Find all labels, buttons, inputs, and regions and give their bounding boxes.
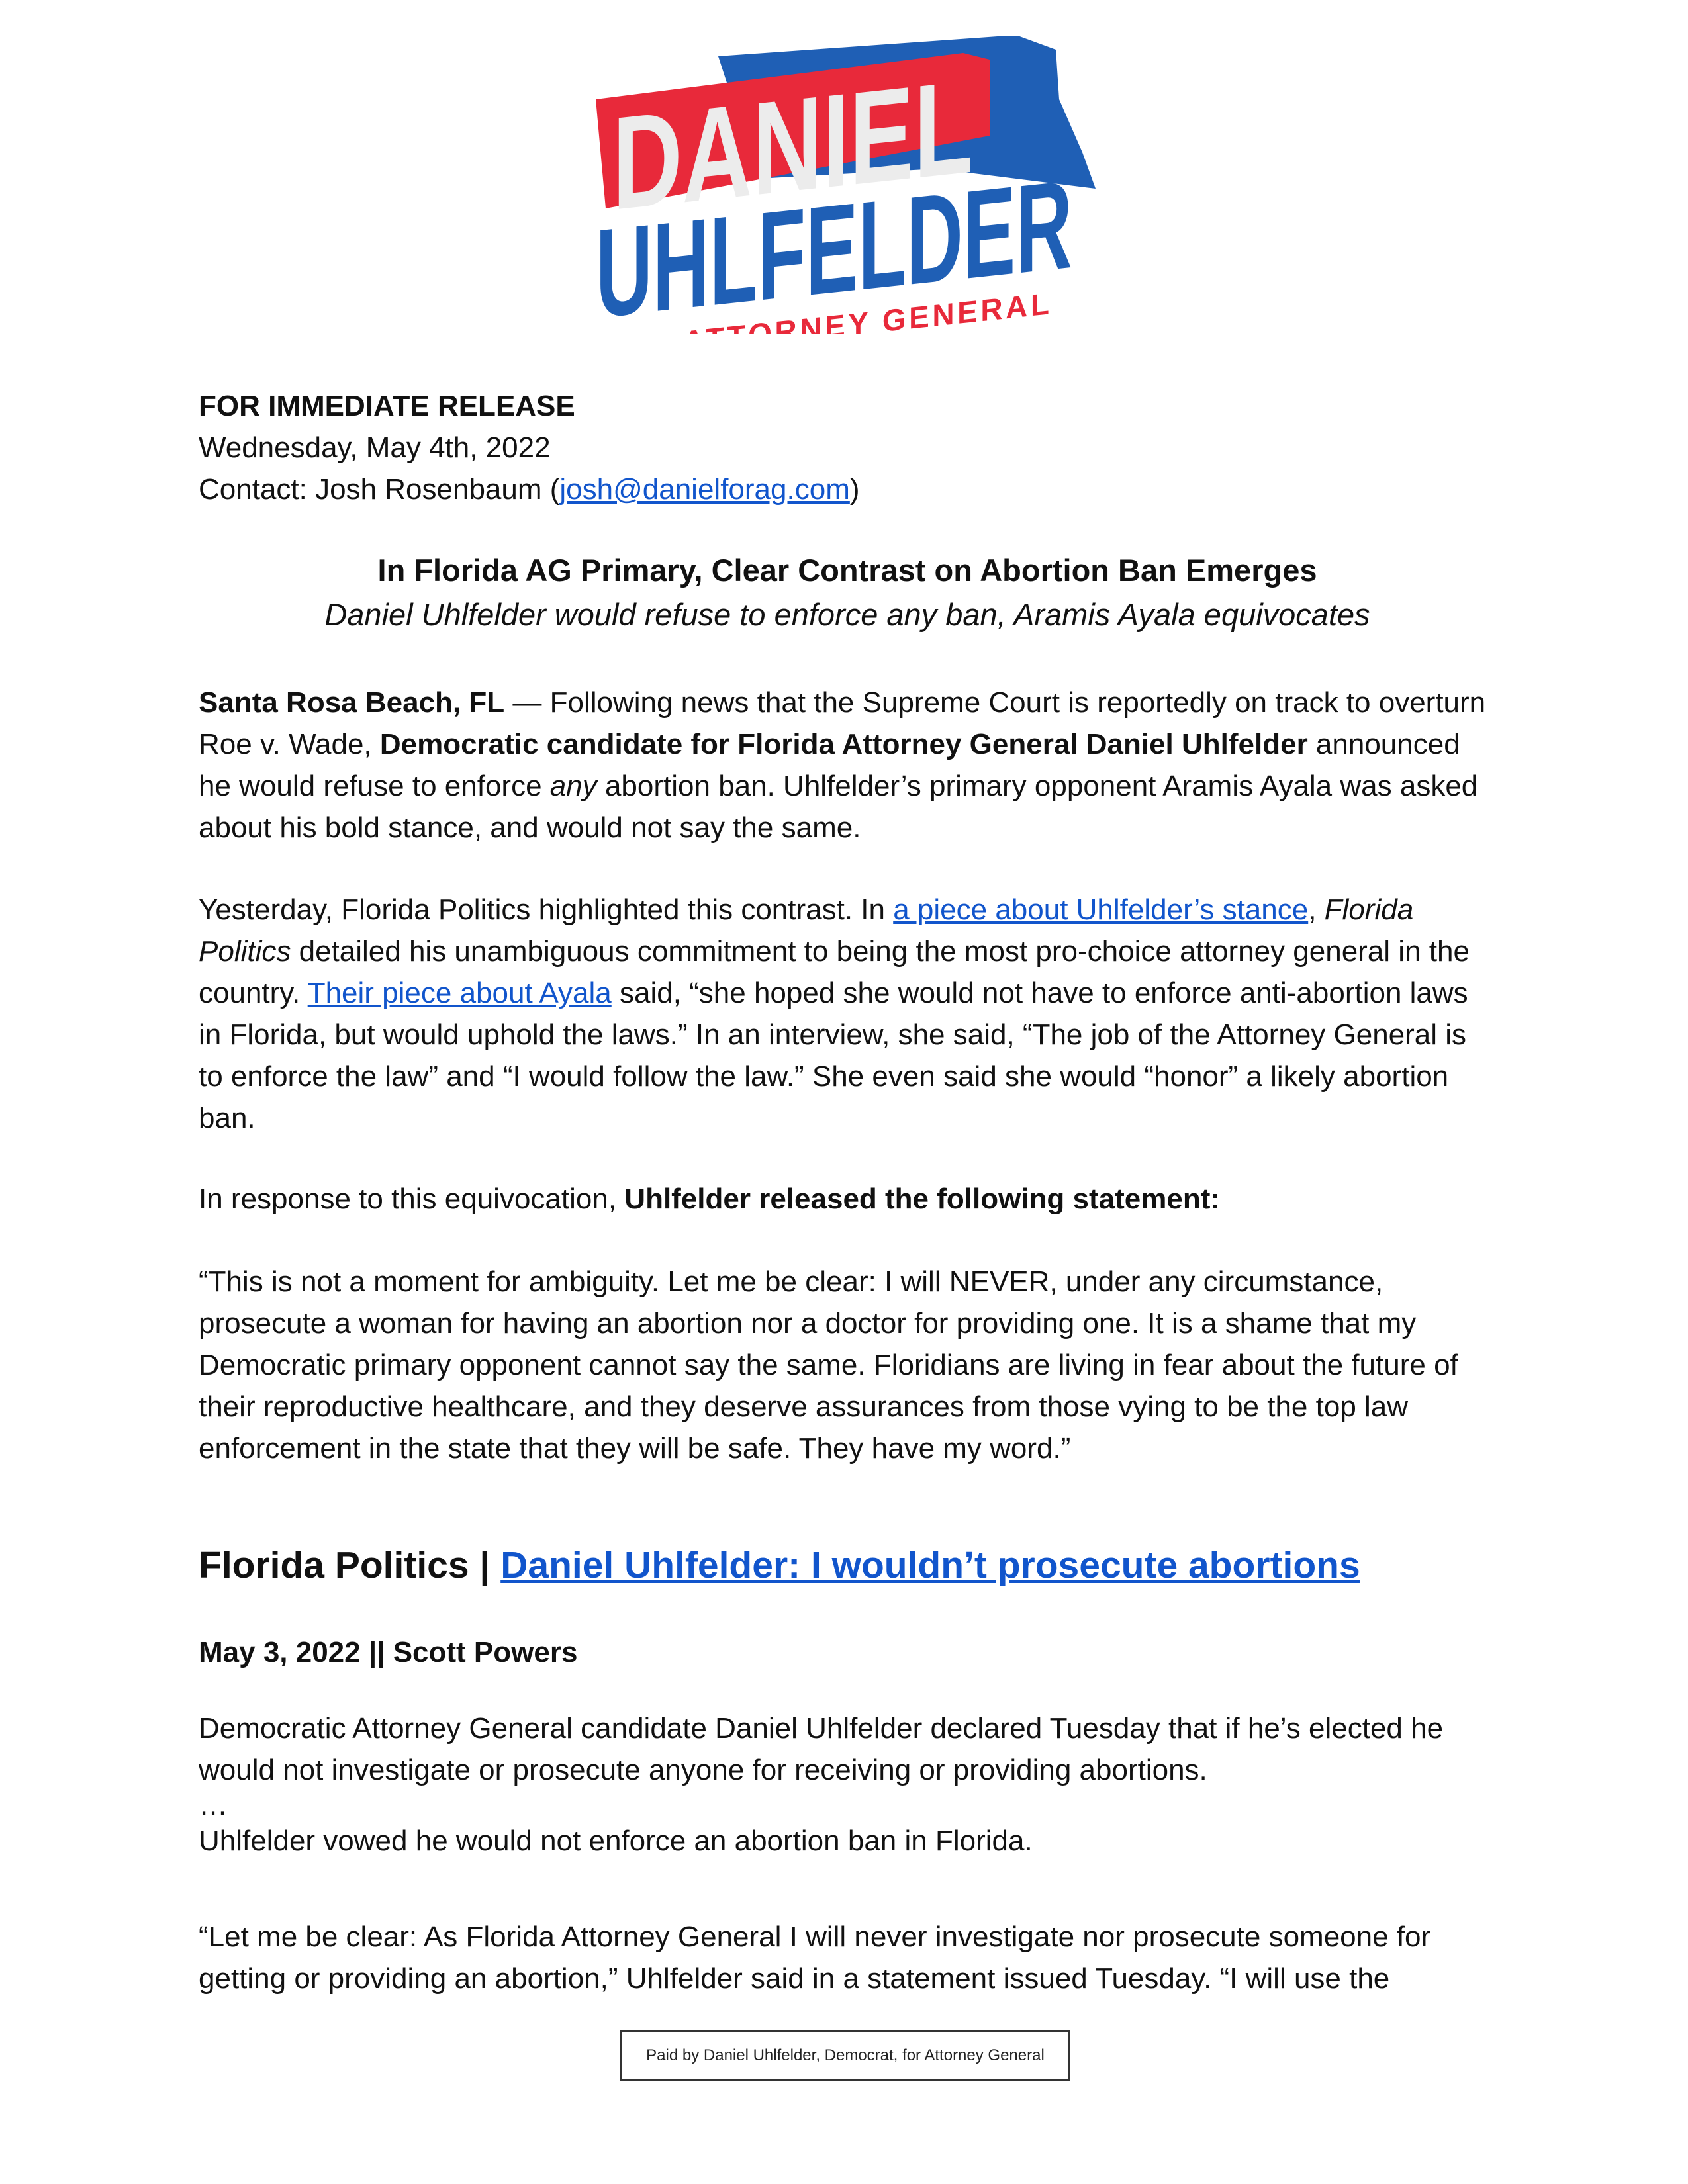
paid-for-disclaimer [620, 2030, 1070, 2081]
logo-line1: DANIEL [612, 38, 1096, 238]
para2-text4: said, “she hoped she would not have to enforce anti-abortion laws in Florida, but would uphold the laws.” In an interview, she said, “The job of the Attorney General is to enforce the law” and “I would follow the law.” She even said she would “honor” a likely abortion ban. [199, 977, 1468, 1134]
contact-email-link[interactable]: josh@danielforag.com [559, 473, 850, 506]
campaign-logo [592, 36, 1096, 334]
dateline: Santa Rosa Beach, FL [199, 686, 505, 719]
para3-bold: Uhlfelder released the following statement: [624, 1183, 1221, 1215]
uhlfelder-piece-link[interactable]: a piece about Uhlfelder’s stance [893, 893, 1309, 926]
contact-prefix: Contact: Josh Rosenbaum ( [199, 473, 560, 506]
para1-text1: — Following news that the Supreme Court is reportedly on track to overturn Roe v. Wade, [199, 686, 1486, 760]
article-heading [199, 1542, 1496, 1588]
article-source: Florida Politics | [199, 1544, 501, 1586]
article-title-link[interactable]: Daniel Uhlfelder: I wouldn’t prosecute abortions [500, 1544, 1360, 1586]
subheadline: Daniel Uhlfelder would refuse to enforce any ban, Aramis Ayala equivocates [324, 597, 1370, 632]
logo-graphic [592, 36, 1096, 334]
paragraph-contrast [199, 889, 1496, 1139]
para1-text3: abortion ban. Uhlfelder’s primary opponent Aramis Ayala was asked about his bold stance, and would not say the same. [199, 770, 1478, 844]
release-label: FOR IMMEDIATE RELEASE [199, 390, 575, 422]
para3-text1: In response to this equivocation, [199, 1183, 625, 1215]
para2-italic: Florida Politics [199, 893, 1414, 968]
paid-for-text: Paid by Daniel Uhlfelder, Democrat, for Attorney General [646, 2046, 1045, 2064]
para2-text3: detailed his unambiguous commitment to being the most pro-choice attorney general in the country. [199, 935, 1470, 1009]
contact-suffix: ) [849, 473, 860, 506]
para1-text2: announced he would refuse to enforce [199, 728, 1460, 802]
paragraph-intro [199, 682, 1496, 848]
statement-quote: “This is not a moment for ambiguity. Let me be clear: I will NEVER, under any circumstance, prosecute a woman for having an abortion nor a doctor for providing one. It is a shame that my Democratic primary opponent cannot say the same. Floridians are living in fear about the future of their reproductive healthcare, and they deserve assurances from those vying to be the top law enforcement in the state that they will be safe. They have my word.” [199, 1265, 1458, 1465]
headline: In Florida AG Primary, Clear Contrast on Abortion Ban Emerges [377, 553, 1317, 588]
article-excerpt [199, 1707, 1496, 1862]
para1-bold: Democratic candidate for Florida Attorney General Daniel Uhlfelder [379, 728, 1308, 760]
contact-line [199, 469, 1496, 510]
logo-line3: ATTORNEY GENERAL [748, 285, 1062, 334]
article-byline: May 3, 2022 || Scott Powers [199, 1636, 578, 1668]
release-header [199, 385, 1496, 510]
logo-line2: UHLFELDER [596, 124, 1096, 334]
para2-text1: Yesterday, Florida Politics highlighted this contrast. In [199, 893, 894, 926]
para1-italic: any [549, 770, 597, 802]
ayala-piece-link[interactable]: Their piece about Ayala [307, 977, 612, 1009]
para2-text2: , [1308, 893, 1325, 926]
excerpt-ellipsis: … [199, 1789, 228, 1821]
paragraph-response [199, 1178, 1496, 1220]
excerpt-text2: Uhlfelder vowed he would not enforce an abortion ban in Florida. [199, 1825, 1033, 1857]
excerpt-text1: Democratic Attorney General candidate Daniel Uhlfelder declared Tuesday that if he’s elected he would not investigate or prosecute anyone for receiving or providing abortions. [199, 1712, 1444, 1786]
article-quote: “Let me be clear: As Florida Attorney General I will never investigate nor prosecute someone for getting or providing an abortion,” Uhlfelder said in a statement issued Tuesday. “I will use the [199, 1921, 1431, 1995]
release-date: Wednesday, May 4th, 2022 [199, 432, 551, 464]
